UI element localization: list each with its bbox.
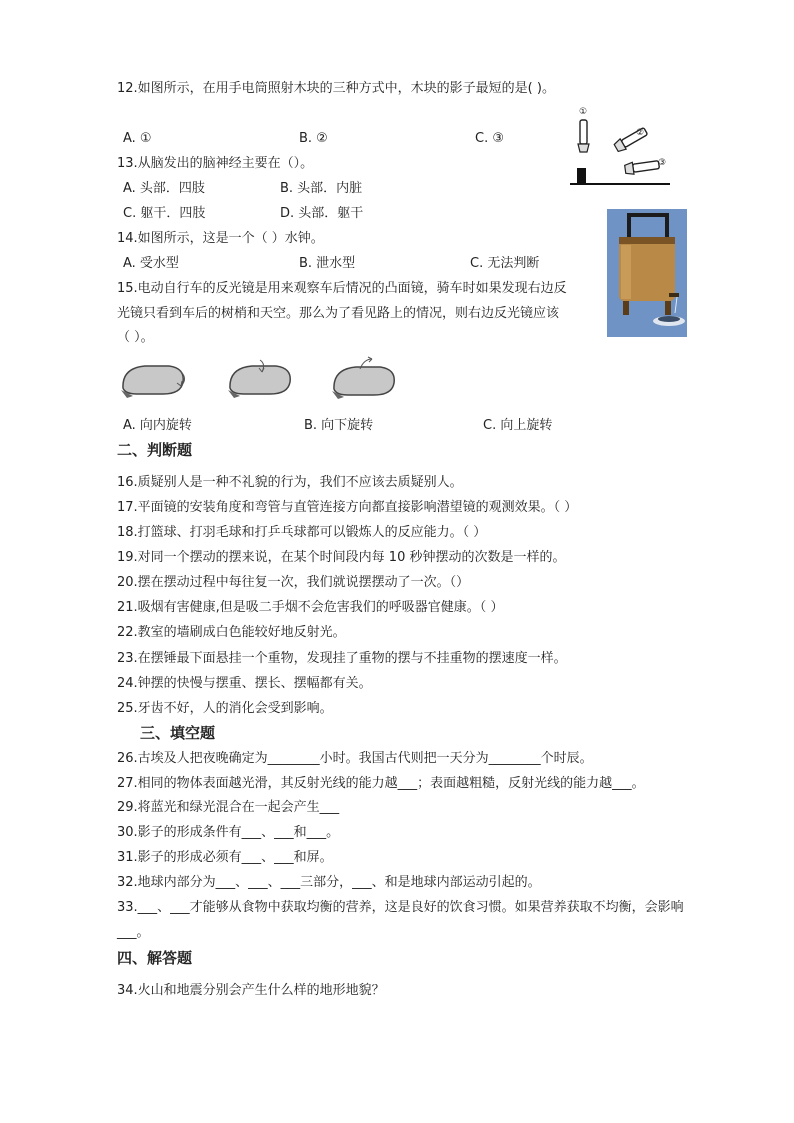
question-34: 34.火山和地震分别会产生什么样的地形地貌？ xyxy=(117,983,385,998)
judge-item-24: 24.钟摆的快慢与摆重、摆长、摆幅都有关。 xyxy=(117,676,372,691)
figure-mark-3: ③ xyxy=(658,158,667,168)
mirror-figure-b xyxy=(226,358,298,402)
fill-item-32: 32.地球内部分为___、___、___三部分，___、和是地球内部运动引起的。 xyxy=(117,875,541,890)
q12-option-b[interactable]: B. ② xyxy=(299,131,328,146)
q14-option-a[interactable]: A. 受水型 xyxy=(123,256,179,271)
figure-mark-2: ② xyxy=(636,128,645,138)
q13-option-b[interactable]: B. 头部．内脏 xyxy=(280,181,363,196)
mirror-up-diagram xyxy=(330,355,402,403)
fill-item-30: 30.影子的形成条件有___、___和___。 xyxy=(117,825,340,840)
judge-item-16: 16.质疑别人是一种不礼貌的行为，我们不应该去质疑别人。 xyxy=(117,475,463,490)
flashlight-diagram xyxy=(565,106,675,190)
section-answer-heading: 四、解答题 xyxy=(117,949,193,967)
judge-item-22: 22.教室的墙刷成白色能较好地反射光。 xyxy=(117,625,346,640)
question-15-line-2: 光镜只看到车后的树梢和天空。那么为了看见路上的情况，则右边反光镜应该 xyxy=(117,306,560,321)
figure-mark-1: ① xyxy=(579,107,588,117)
fill-item-33-cont: ___。 xyxy=(117,925,150,940)
water-clock-image xyxy=(607,209,687,337)
question-12: 12.如图所示，在用手电筒照射木块的三种方式中，木块的影子最短的是( )。 xyxy=(117,81,555,96)
mirror-inward-diagram xyxy=(119,360,191,402)
mirror-down-diagram xyxy=(226,358,298,402)
judge-item-17: 17.平面镜的安装角度和弯管与直管连接方向都直接影响潜望镜的观测效果。（ ） xyxy=(117,500,578,515)
water-clock-photo xyxy=(607,209,687,337)
judge-item-23: 23.在摆锤最下面悬挂一个重物，发现挂了重物的摆与不挂重物的摆速度一样。 xyxy=(117,651,567,666)
mirror-figure-c xyxy=(330,355,402,403)
q13-option-a[interactable]: A. 头部．四肢 xyxy=(123,181,205,196)
question-13: 13.从脑发出的脑神经主要在（）。 xyxy=(117,156,314,171)
judge-item-25: 25.牙齿不好，人的消化会受到影响。 xyxy=(117,701,333,716)
q15-option-b[interactable]: B. 向下旋转 xyxy=(304,418,374,433)
q12-option-c[interactable]: C. ③ xyxy=(475,131,504,146)
mirror-figure-a xyxy=(119,360,191,402)
judge-item-19: 19.对同一个摆动的摆来说，在某个时间段内每 10 秒钟摆动的次数是一样的。 xyxy=(117,550,566,565)
question-15-line-3: （ ）。 xyxy=(117,330,154,345)
flashlight-figure xyxy=(565,106,675,190)
section-judge-heading: 二、判断题 xyxy=(117,441,193,459)
q13-option-d[interactable]: D. 头部．躯干 xyxy=(280,206,364,221)
fill-item-26: 26.古埃及人把夜晚确定为________小时。我国古代则把一天分为________个时辰。 xyxy=(117,751,593,766)
fill-item-33: 33.___、___才能够从食物中获取均衡的营养，这是良好的饮食习惯。如果营养获取不均衡，会影响 xyxy=(117,900,684,915)
q15-option-c[interactable]: C. 向上旋转 xyxy=(483,418,553,433)
question-15-line-1: 15.电动自行车的反光镜是用来观察车后情况的凸面镜，骑车时如果发现右边反 xyxy=(117,281,567,296)
fill-item-29: 29.将蓝光和绿光混合在一起会产生___ xyxy=(117,800,340,815)
q14-option-b[interactable]: B. 泄水型 xyxy=(299,256,356,271)
judge-item-20: 20.摆在摆动过程中每往复一次，我们就说摆摆动了一次。（） xyxy=(117,575,470,590)
q14-option-c[interactable]: C. 无法判断 xyxy=(470,256,540,271)
fill-item-31: 31.影子的形成必须有___、___和屏。 xyxy=(117,850,333,865)
judge-item-18: 18.打篮球、打羽毛球和打乒乓球都可以锻炼人的反应能力。（ ） xyxy=(117,525,487,540)
section-fill-heading: 三、填空题 xyxy=(140,724,216,742)
q15-option-a[interactable]: A. 向内旋转 xyxy=(123,418,192,433)
judge-item-21: 21.吸烟有害健康,但是吸二手烟不会危害我们的呼吸器官健康。（ ） xyxy=(117,600,504,615)
fill-item-27: 27.相同的物体表面越光滑，其反射光线的能力越___；表面越粗糙，反射光线的能力越___。 xyxy=(117,776,645,791)
q13-option-c[interactable]: C. 躯干．四肢 xyxy=(123,206,206,221)
q12-option-a[interactable]: A. ① xyxy=(123,131,152,146)
question-14: 14.如图所示，这是一个（ ）水钟。 xyxy=(117,231,324,246)
